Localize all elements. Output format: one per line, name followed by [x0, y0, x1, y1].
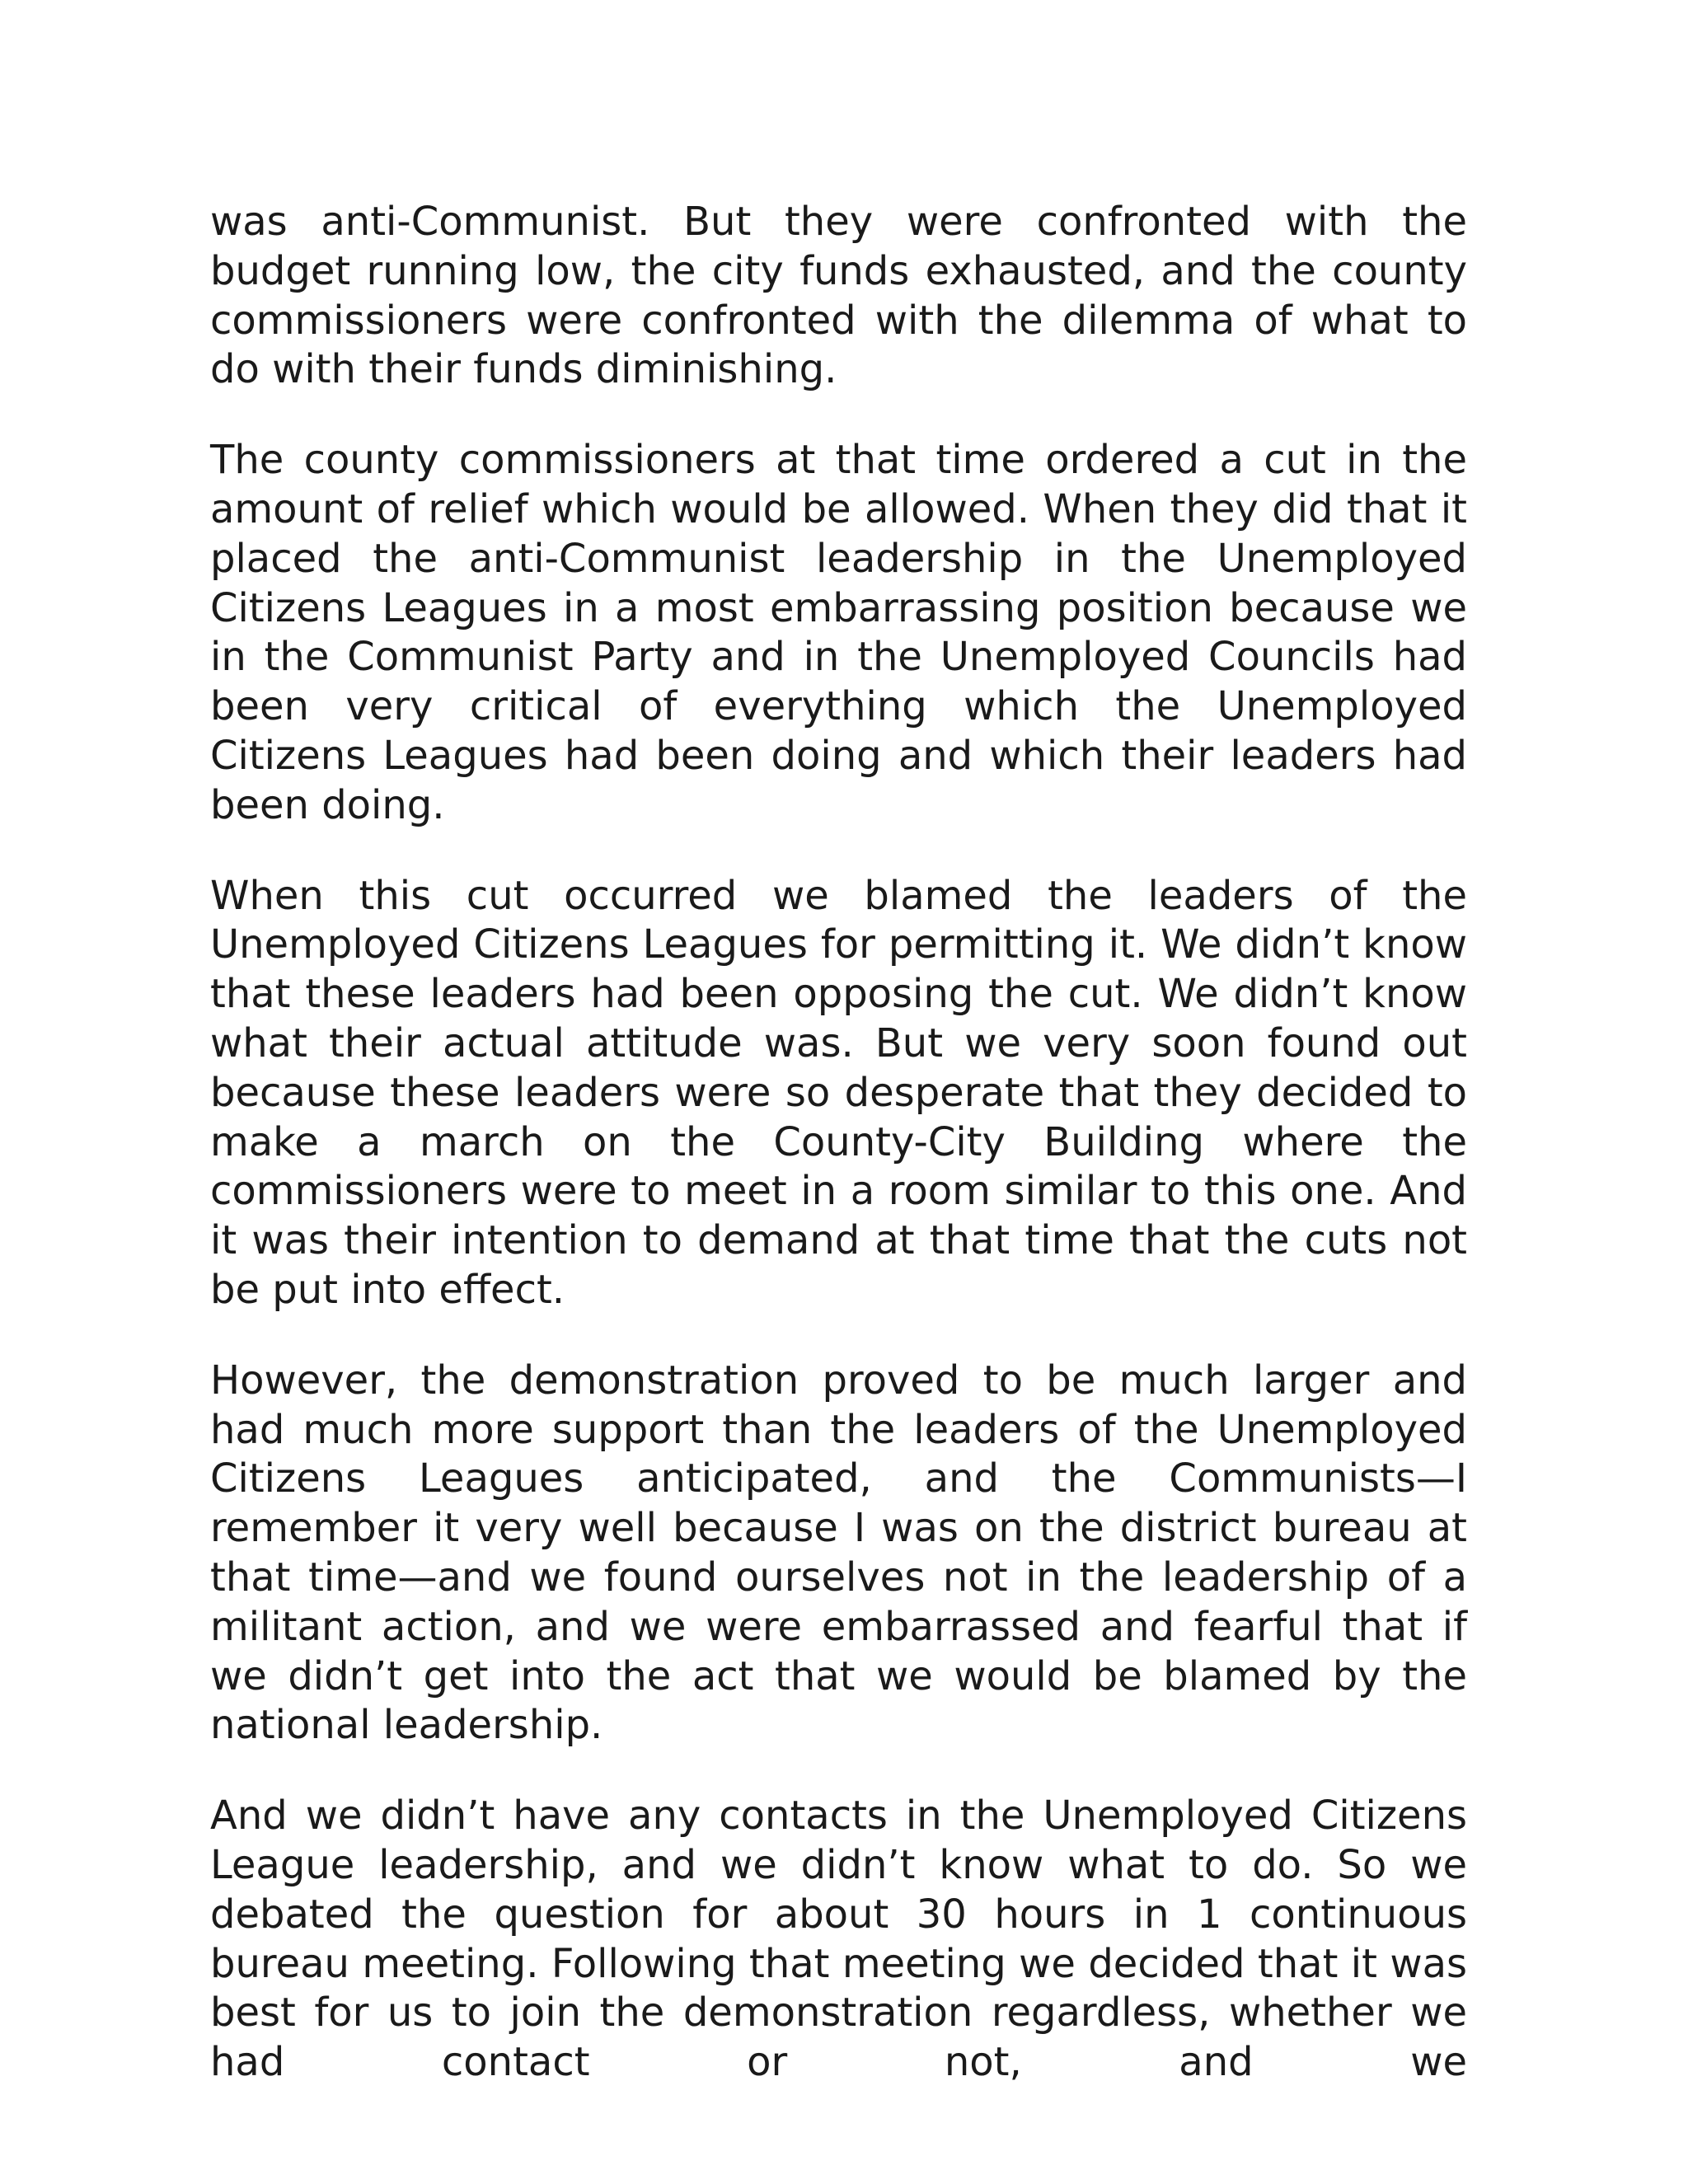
paragraph-5: And we didn’t have any contacts in the Unemployed Citizens League leadership, and we didn’t know what to do. So we debated the question for about 30 hours in 1 continuous bureau meeting. Following that meeting we decided that it was best for us to join the demonstration regardless, whether we had contact or not, and we [210, 1793, 1467, 2086]
paragraph-1: was anti-Communist. But they were confronted with the budget running low, the city funds exhausted, and the county commissioners were confronted with the dilemma of what to do with their funds diminishing. [210, 199, 1467, 393]
body-text [210, 198, 1467, 2129]
paragraph-2: The county commissioners at that time ordered a cut in the amount of relief which would be allowed. When they did that it placed the anti-Communist leadership in the Unemployed Citizens Leagues in a most embarrassing position because we in the Communist Party and in the Unemployed Councils had been very critical of everything which the Unemployed Citizens Leagues had been doing and which their leaders had been doing. [210, 437, 1467, 828]
paragraph-3: When this cut occurred we blamed the leaders of the Unemployed Citizens Leagues for permitting it. We didn’t know that these leaders had been opposing the cut. We didn’t know what their actual attitude was. But we very soon found out because these leaders were so desperate that they decided to make a march on the County-City Building where the commissioners were to meet in a room similar to this one. And it was their intention to demand at that time that the cuts not be put into effect. [210, 872, 1467, 1313]
paragraph-4: However, the demonstration proved to be much larger and had much more support than the leaders of the Unemployed Citizens Leagues anticipated, and the Communists—I remember it very well because I was on the district bureau at that time—and we found ourselves not in the leadership of a militant action, and we were embarrassed and fearful that if we didn’t get into the act that we would be blamed by the national leadership. [210, 1357, 1467, 1749]
